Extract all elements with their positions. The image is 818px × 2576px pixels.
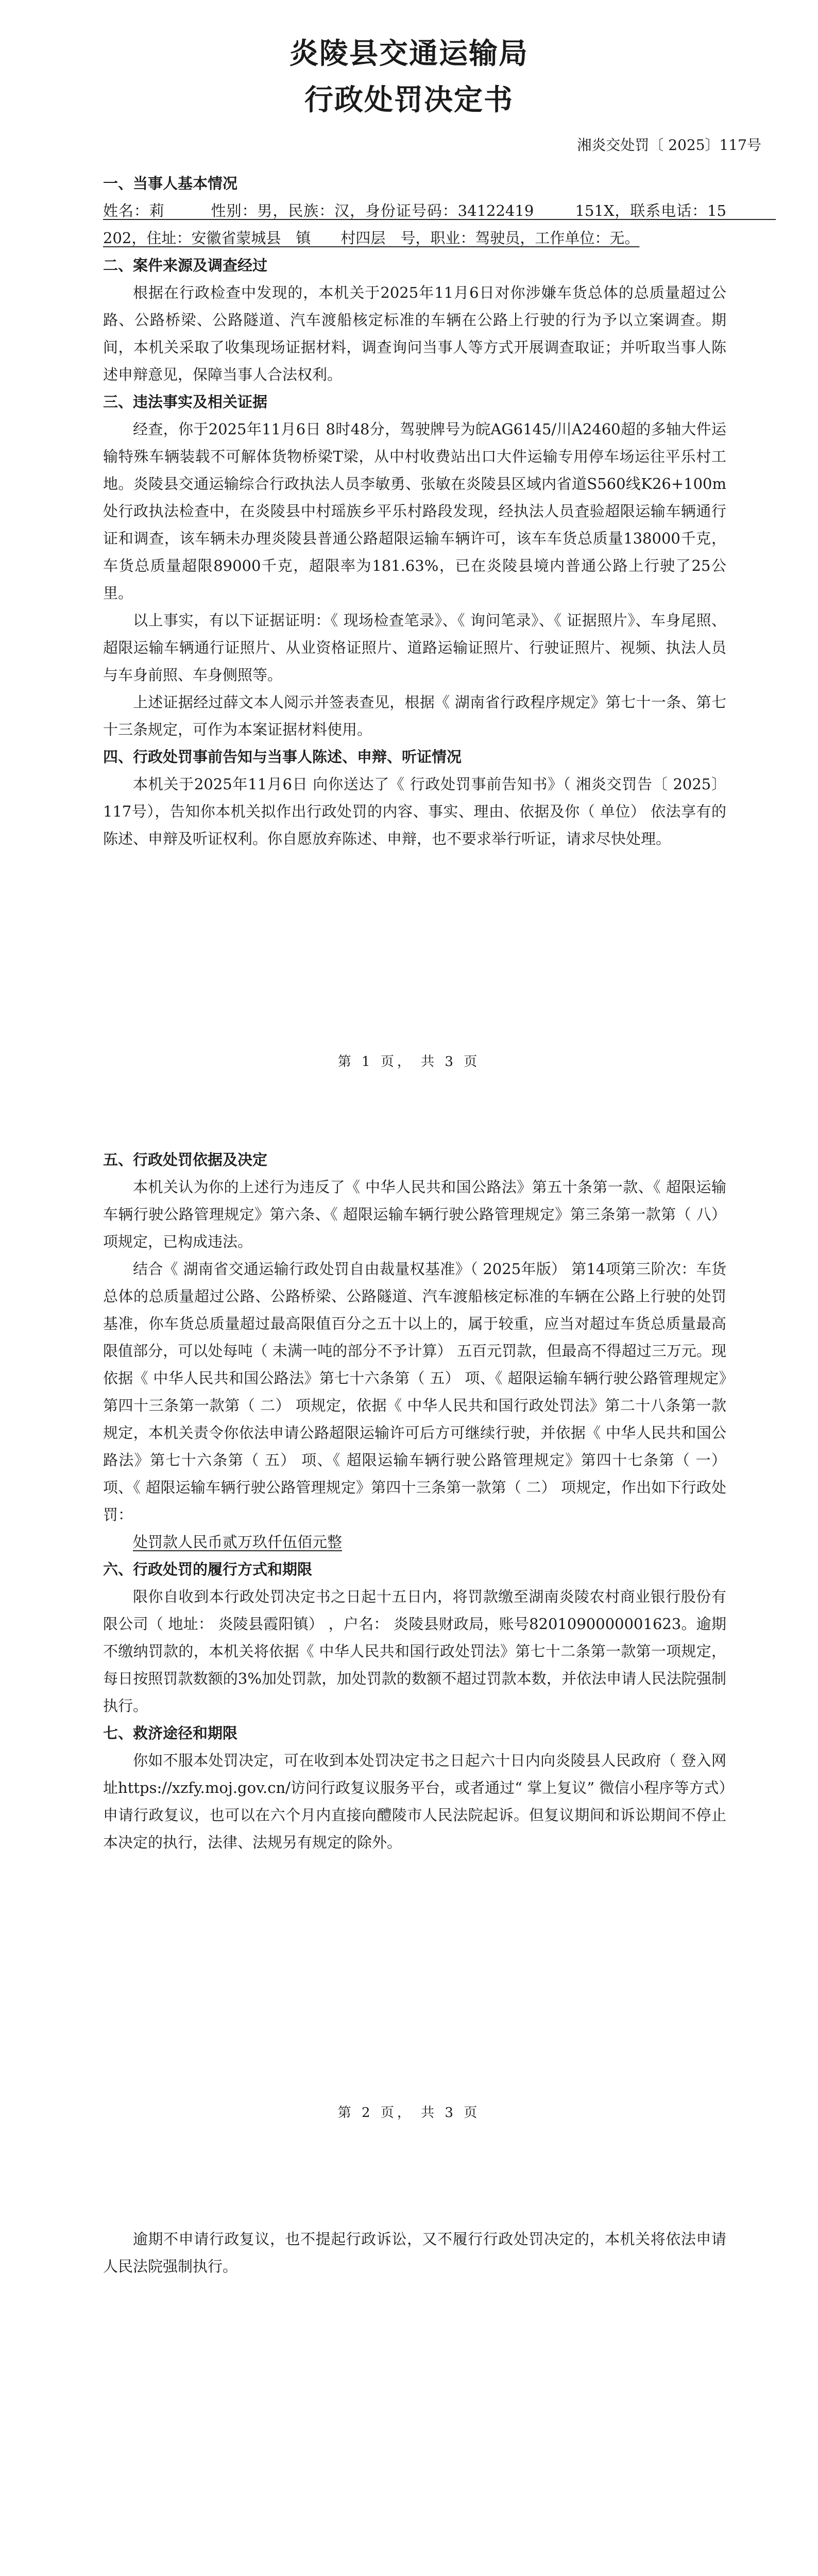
section4-heading: 四、行政处罚事前告知与当事人陈述、申辩、听证情况 <box>103 748 462 766</box>
section1-heading: 一、当事人基本情况 <box>103 175 238 192</box>
page2-footer: 第 2 页， 共 3 页 <box>337 2105 481 2121</box>
page3-body <box>103 2226 726 2280</box>
document-number: 湘炎交处罚〔 2025〕117号 <box>577 137 761 154</box>
page2-body <box>103 1146 726 1856</box>
evidence-list: 以上事实，有以下证据证明：《 现场检查笔录》、《 询问笔录》、《 证据照片》、车身尾照、超限运输车辆通行证照片、从业资格证照片、道路运输证照片、行驶证照片、视频、执法人员与车身前照、车身侧照等。 <box>103 612 726 684</box>
remedy-terms: 你如不服本处罚决定，可在收到本处罚决定书之日起六十日内向炎陵县人民政府（ 登入网址https://xzfy.moj.gov.cn/访问行政复议服务平台，或者通过“ 掌上复议” 微信小程序等方式）申请行政复议，也可以在六个月内直接向醴陵市人民法院起诉。但复议期间和诉讼期间不停止本决定的执行，法律、法规另有规定的除外。 <box>103 1752 726 1851</box>
evidence-review: 上述证据经过薛文本人阅示并签表查见，根据《 湖南省行政程序规定》第七十一条、第七十三条规定，可作为本案证据材料使用。 <box>103 693 726 738</box>
payment-terms: 限你自收到本行政处罚决定书之日起十五日内，将罚款缴至湖南炎陵农村商业银行股份有限公司（ 地址： 炎陵县霞阳镇） ，户名： 炎陵县财政局，账号8201090000001623。逾期不缴纳罚款的，本机关将依据《 中华人民共和国行政处罚法》第七十二条第一款第一项规定，每日按照罚款数额的3%加处罚款，加处罚款的数额不超过罚款本数，并依法申请人民法院强制执行。 <box>103 1588 726 1715</box>
enforcement-note: 逾期不申请行政复议，也不提起行政诉讼，又不履行行政处罚决定的，本机关将依法申请人民法院强制执行。 <box>103 2230 726 2275</box>
document-title: 行政处罚决定书 <box>304 83 514 117</box>
penalty-standard: 结合《 湖南省交通运输行政处罚自由裁量权基准》（ 2025年版） 第14项第三阶次：车货总体的总质量超过公路、公路桥梁、公路隧道、汽车渡船核定标准的车辆在公路上行驶的处罚基准，你车货总质量超过最高限值百分之五十以上的，属于较重，应当对超过车货总质量最高限值部分，可以处每吨（ 未满一吨的部分不予计算） 五百元罚款，但最高不得超过三万元。现依据《 中华人民共和国公路法》第七十六条第（ 五） 项、《 超限运输车辆行驶公路管理规定》第四十三条第一款第（ 二） 项规定，依据《 中华人民共和国行政处罚法》第二十八条第一款规定，本机关责令你依法申请公路超限运输许可后方可继续行驶，并依据《 中华人民共和国公路法》第七十六条第（ 五） 项、《 超限运输车辆行驶公路管理规定》第四十七条第（ 一） 项、《 超限运输车辆行驶公路管理规定》第四十三条第一款第（ 二） 项规定，作出如下行政处罚： <box>103 1260 726 1523</box>
section2-heading: 二、案件来源及调查经过 <box>103 257 268 274</box>
section3-heading: 三、违法事实及相关证据 <box>103 393 268 411</box>
section6-heading: 六、行政处罚的履行方式和期限 <box>103 1561 313 1578</box>
page1-body <box>103 170 776 853</box>
issuer-title: 炎陵县交通运输局 <box>289 37 529 71</box>
section5-heading: 五、行政处罚依据及决定 <box>103 1151 268 1168</box>
violation-facts: 经查，你于2025年11月6日 8时48分，驾驶牌号为皖AG6145/川A2460超的多轴大件运输特殊车辆装载不可解体货物桥梁T梁，从中村收费站出口大件运输专用停车场运往平乐村工地。炎陵县交通运输综合行政执法人员李敏勇、张敏在炎陵县区域内省道S560线K26+100m处行政执法检查中，在炎陵县中村瑶族乡平乐村路段发现，经执法人员査验超限运输车辆通行证和调查，该车辆未办理炎陵县普通公路超限运输车辆许可，该车车货总质量138000千克，车货总质量超限89000千克，超限率为181.63%，已在炎陵县境内普通公路上行驶了25公里。 <box>103 420 726 602</box>
penalty-amount: 处罚款人民币贰万玖仟伍佰元整 <box>133 1533 343 1551</box>
section7-heading: 七、救济途径和期限 <box>103 1724 238 1742</box>
party-info: 姓名：莉 性别：男，民族：汉，身份证号码：34122419 151X，联系电话：15 202，住址：安徽省蒙城县 镇 村四层 号，职业：驾驶员，工作单位：无。 <box>103 202 776 247</box>
legal-basis: 本机关认为你的上述行为违反了《 中华人民共和国公路法》第五十条第一款、《 超限运输车辆行驶公路管理规定》第六条、《 超限运输车辆行驶公路管理规定》第三条第一款第（ 八） 项规定，已构成违法。 <box>103 1178 726 1250</box>
case-source: 根据在行政检查中发现的，本机关于2025年11月6日对你涉嫌车货总体的总质量超过公路、公路桥梁、公路隧道、汽车渡船核定标准的车辆在公路上行驶的行为予以立案调查。期间，本机关采取了收集现场证据材料，调查询问当事人等方式开展调查取证；并听取当事人陈述申辩意见，保障当事人合法权利。 <box>103 284 726 383</box>
page1-footer: 第 1 页， 共 3 页 <box>337 1054 481 1070</box>
prior-notice: 本机关于2025年11月6日 向你送达了《 行政处罚事前告知书》（ 湘炎交罚告〔 2025〕117号），告知你本机关拟作出行政处罚的内容、事实、理由、依据及你（ 单位） 依法享有的陈述、申辩及听证权利。你自愿放弃陈述、申辩，也不要求举行听证，请求尽快处理。 <box>103 775 726 848</box>
